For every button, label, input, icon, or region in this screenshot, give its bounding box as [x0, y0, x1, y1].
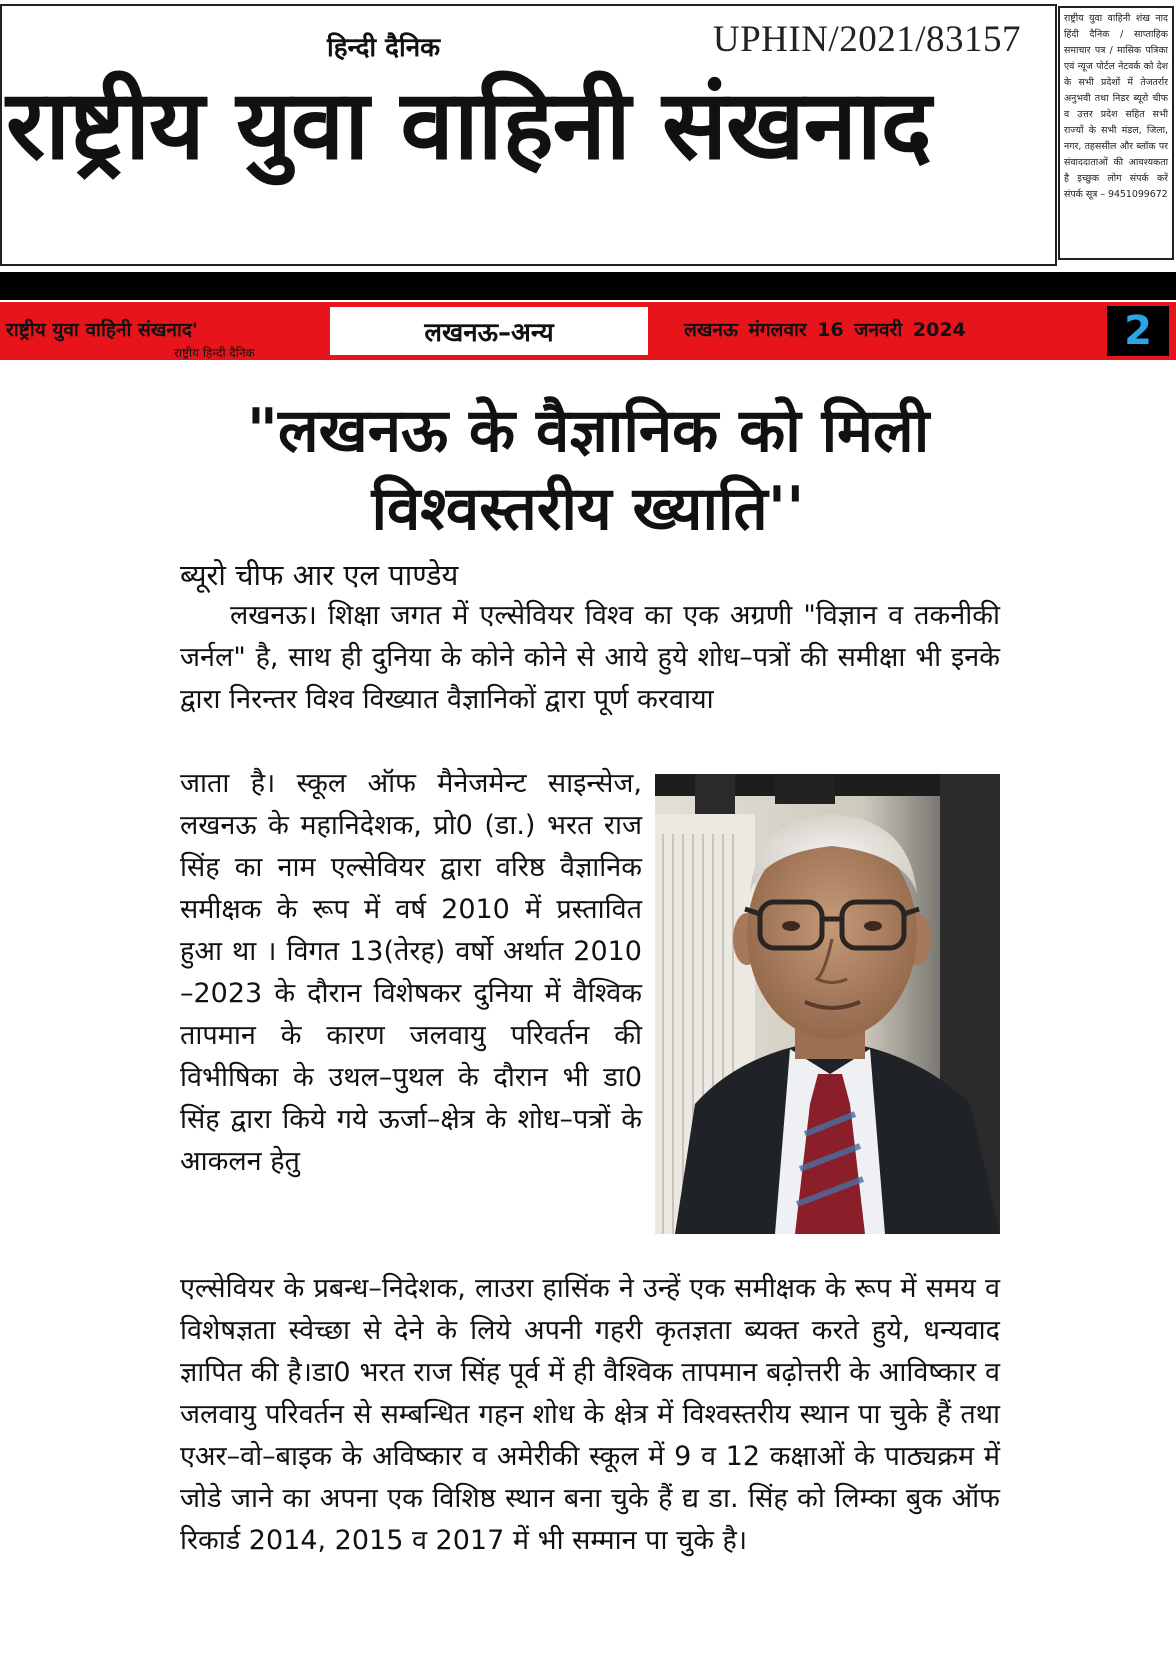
recruitment-notice: राष्ट्रीय युवा वाहिनी शंख नाद हिंदी दैनिक / साप्ताहिक समाचार पत्र / मासिक पत्रिका एवं न्यूज पोर्टल नेटवर्क को देश के सभी प्रदेशों में तेजतर्रार अनुभवी तथा निडर ब्यूरो चीफ व उत्तर प्रदेश सहित सभी राज्यों के सभी मंडल, जिला, नगर, तहससील और ब्लॉक पर संवाददाताओं की आवश्यकता है इच्छुक लोग संपर्क करें संपर्क सूत्र – 9451099672: [1058, 6, 1174, 260]
headline-line-1: "लखनऊ के वैज्ञानिक को मिली: [246, 396, 930, 466]
masthead: [0, 4, 1057, 266]
page-number: 2: [1107, 306, 1169, 356]
article-headline: [150, 392, 1026, 548]
article-paragraph-top: लखनऊ। शिक्षा जगत में एल्सेवियर विश्व का एक अग्रणी "विज्ञान व तकनीकी जर्नल" है, साथ ही दुनिया के कोने कोने से आये हुये शोध–पत्रों की समीक्षा भी इनके द्वारा निरन्तर विश्व विख्यात वैज्ञानिकों द्वारा पूर्ण करवाया: [180, 600, 1000, 715]
masthead-kicker: हिन्दी दैनिक: [327, 33, 441, 63]
bar-brand-subtitle: राष्ट्रीय हिन्दी दैनिक: [174, 346, 255, 360]
article-byline: ब्यूरो चीफ आर एल पाण्डेय: [180, 558, 459, 592]
header-divider: [0, 272, 1176, 300]
portrait-illustration: [655, 774, 1000, 1234]
section-label: लखनऊ–अन्य: [330, 307, 648, 355]
scientist-portrait-photo: [655, 774, 1000, 1234]
article-paragraph-middle: जाता है। स्कूल ऑफ मैनेजमेन्ट साइन्सेज, लखनऊ के महानिदेशक, प्रो0 (डा.) भरत राज सिंह का नाम एल्सेवियर द्वारा वरिष्ठ वैज्ञानिक समीक्षक के रूप में वर्ष 2010 में प्रस्तावित हुआ था । विगत 13(तेरह) वर्षो अर्थात 2010 –2023 के दौरान विशेषकर दुनिया में वैश्विक तापमान के कारण जलवायु परिवर्तन की विभीषिका के उथल–पुथल के दौरान भी डा0 सिंह द्वारा किये गये ऊर्जा–क्षेत्र के शोध–पत्रों के आकलन हेतु: [180, 768, 642, 1177]
headline-line-2: विश्वस्तरीय ख्याति'': [371, 474, 805, 544]
dateline: लखनऊ मंगलवार 16 जनवरी 2024: [684, 319, 966, 341]
section-bar: [0, 302, 1176, 360]
article-paragraph-bottom: एल्सेवियर के प्रबन्ध–निदेशक, लाउरा हासिंक ने उन्हें एक समीक्षक के रूप में समय व विशेषज्ञता स्वेच्छा से देने के लिये अपनी गहरी कृतज्ञता ब्यक्त करते हुये, धन्यवाद ज्ञापित की है।डा0 भरत राज सिंह पूर्व में ही वैश्विक तापमान बढ़ोत्तरी के आविष्कार व जलवायु परिवर्तन से सम्बन्धित गहन शोध के क्षेत्र में विश्वस्तरीय स्थान पा चुके हैं तथा एअर–वो–बाइक के अविष्कार व अमेरीकी स्कूल में 9 व 12 कक्षाओं के पाठ्यक्रम में जोडे जाने का अपना एक विशिष्ठ स्थान बना चुके हैं द्य डा. सिंह को लिम्का बुक ऑफ रिकार्ड 2014, 2015 व 2017 में भी सम्मान पा चुके है।: [180, 1273, 1000, 1556]
newspaper-title: राष्ट्रीय युवा वाहिनी संखनाद: [6, 69, 931, 181]
registration-number: UPHIN/2021/83157: [712, 19, 1021, 60]
bar-brand: राष्ट्रीय युवा वाहिनी संखनाद': [6, 319, 198, 341]
